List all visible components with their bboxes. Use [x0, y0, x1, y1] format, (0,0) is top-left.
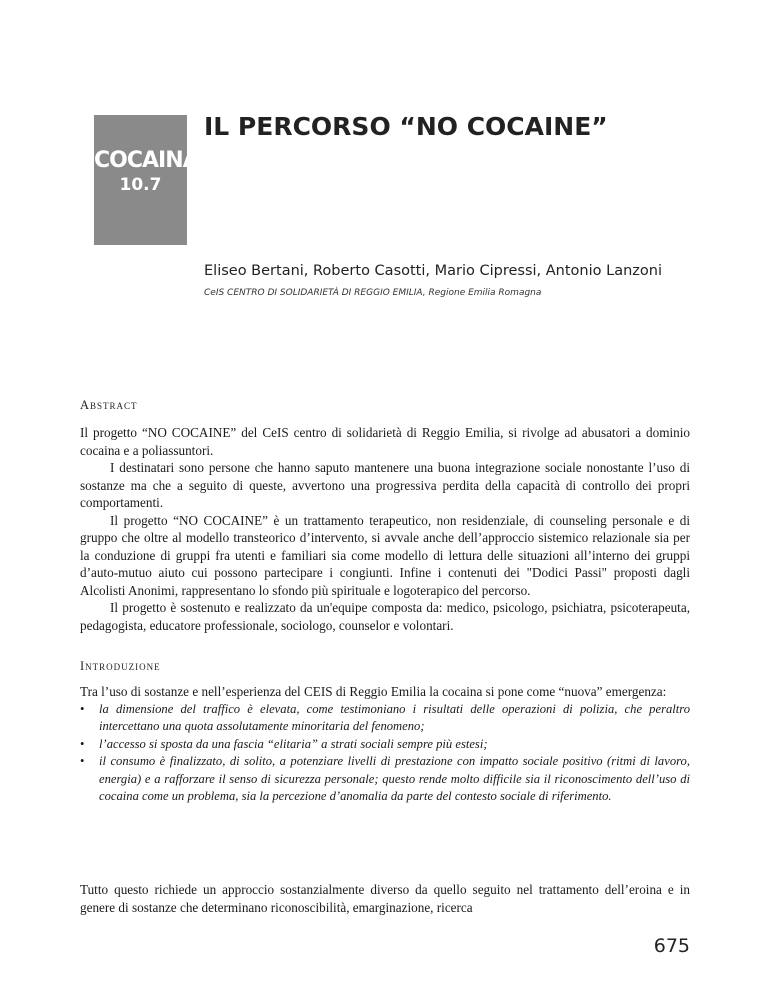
list-item: • il consumo è finalizzato, di solito, a potenziare livelli di prestazione con impatto sociale positivo (ritmi di lavoro, energia) e a rafforzare il senso di sicurezza personale; questo rende molto difficile sia il riconoscimento dell’uso di cocaina come un problema, sia la percezione d’anomalia da parte del contesto sociale di riferimento. — [80, 753, 690, 806]
authors-line: Eliseo Bertani, Roberto Casotti, Mario Cipressi, Antonio Lanzoni — [204, 263, 662, 279]
abstract-body — [80, 424, 690, 634]
introduction-heading: Introduzione — [80, 659, 161, 673]
section-label-number: 10.7 — [119, 175, 162, 195]
list-item: • la dimensione del traffico è elevata, come testimoniano i risultati delle operazioni di polizia, che peraltro intercettano una quota assolutamente minoritaria del fenomeno; — [80, 701, 690, 736]
abstract-paragraph: Il progetto “NO COCAINE” del CeIS centro di solidarietà di Reggio Emilia, si rivolge ad abusatori a dominio cocaina e a poliassuntori. — [80, 425, 690, 458]
closing-paragraph: Tutto questo richiede un approccio sostanzialmente diverso da quello seguito nel trattamento dell’eroina e in genere di sostanze che determinano riconoscibilità, emarginazione, ricerca — [80, 882, 690, 915]
section-label-title: COCAINA — [94, 148, 199, 173]
abstract-paragraph: Il progetto è sostenuto e realizzato da un'equipe composta da: medico, psicologo, psichiatra, psicoterapeuta, pedagogista, educatore professionale, sociologo, counselor e volontari. — [80, 600, 690, 633]
introduction-paragraph: Tra l’uso di sostanze e nell’esperienza del CEIS di Reggio Emilia la cocaina si pone come “nuova” emergenza: — [80, 684, 667, 699]
abstract-paragraph: Il progetto “NO COCAINE” è un trattamento terapeutico, non residenziale, di counseling personale e di gruppo che oltre al modello transteorico d’intervento, si avvale anche dell’approccio sistemico relazionale sia per la conduzione di gruppi fra utenti e familiari sia come modello di lettura delle situazioni all’interno dei gruppi d’auto-mutuo aiuto cui possono partecipare i congiunti. Infine i contenuti dei "Dodici Passi" proposti dagli Alcolisti Anonimi, rappresentano lo sfondo più spirituale e logoterapico del percorso. — [80, 512, 690, 598]
chapter-title: IL PERCORSO “NO COCAINE” — [204, 112, 608, 141]
page-number: 675 — [653, 935, 690, 957]
affiliation-line: CeIS CENTRO DI SOLIDARIETÀ DI REGGIO EMILIA, Regione Emilia Romagna — [204, 288, 542, 298]
abstract-heading: Abstract — [80, 398, 138, 412]
introduction-bullet-list — [80, 701, 690, 806]
abstract-paragraph: I destinatari sono persone che hanno saputo mantenere una buona integrazione sociale nonostante l’uso di sostanze ma che a seguito di queste, avvertono una progressiva perdita della capacità di controllo dei propri comportamenti. — [80, 460, 690, 510]
introduction-body — [80, 683, 690, 806]
closing-paragraph-block — [80, 881, 690, 916]
section-label-box — [94, 115, 199, 245]
list-item: • l’accesso si sposta da una fascia “elitaria” a strati sociali sempre più estesi; — [80, 736, 690, 754]
